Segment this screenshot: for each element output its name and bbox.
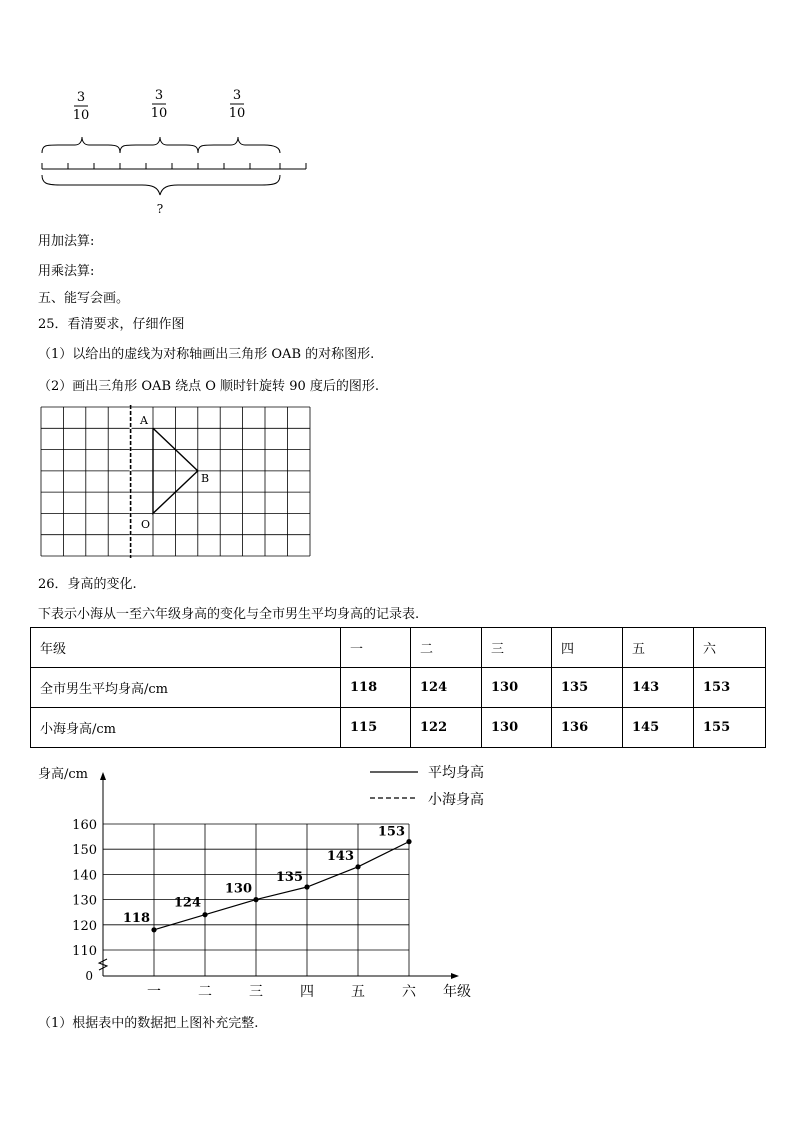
x-axis-arrow — [451, 973, 459, 979]
addition-line: 用加法算: — [38, 234, 95, 249]
question-25-title: 25．看清要求，仔细作图 — [38, 317, 185, 332]
question-26-description: 下表示小海从一至六年级身高的变化与全市男生平均身高的记录表. — [38, 607, 420, 622]
table-cell: 136 — [552, 708, 623, 748]
label-o: O — [141, 518, 151, 531]
x-tick-label: 二 — [198, 984, 212, 1000]
number-line-diagram — [30, 85, 320, 220]
table-cell: 130 — [482, 668, 552, 708]
table-cell: 145 — [623, 708, 694, 748]
table-cell: 130 — [482, 708, 552, 748]
table-row-label: 小海身高/cm — [31, 708, 341, 748]
y-axis-label: 身高/cm — [38, 767, 88, 782]
table-cell: 143 — [623, 668, 694, 708]
x-tick-label: 五 — [351, 984, 365, 1000]
x-tick-label: 六 — [402, 984, 416, 1000]
y-tick-label: 110 — [72, 944, 97, 959]
data-point — [151, 927, 156, 932]
series-line-average — [154, 842, 409, 930]
data-label: 118 — [122, 910, 150, 926]
number-line-ticks — [42, 163, 306, 169]
label-b: B — [201, 472, 210, 485]
table-header-cell: 四 — [552, 628, 623, 668]
multiplication-line: 用乘法算: — [38, 264, 95, 279]
fraction-2-denominator: 10 — [150, 106, 168, 121]
axis-break — [99, 959, 107, 970]
data-label: 153 — [377, 824, 405, 840]
fraction-2-numerator: 3 — [154, 88, 164, 103]
data-point — [202, 912, 207, 917]
y-tick-label: 0 — [85, 969, 93, 983]
data-label: 143 — [326, 848, 354, 864]
table-cell: 115 — [341, 708, 411, 748]
y-tick-label: 120 — [72, 918, 97, 934]
y-tick-label: 130 — [72, 893, 97, 909]
y-axis-arrow — [100, 772, 106, 780]
y-tick-label: 140 — [72, 868, 97, 884]
bottom-brace — [42, 175, 280, 195]
question-26-part1: （1）根据表中的数据把上图补充完整. — [38, 1016, 259, 1031]
top-brace-3 — [198, 137, 280, 153]
top-brace-2 — [120, 137, 198, 153]
data-label: 130 — [224, 881, 252, 897]
grid-lines — [41, 407, 310, 556]
data-point — [304, 884, 309, 889]
top-brace-1 — [42, 137, 120, 153]
table-header-cell: 一 — [341, 628, 411, 668]
label-a: A — [140, 414, 148, 427]
x-tick-label: 四 — [300, 984, 314, 1000]
fraction-1-denominator: 10 — [72, 108, 90, 123]
height-record-table — [30, 627, 766, 748]
section-five-heading: 五、能写会画。 — [38, 291, 130, 306]
table-header-cell: 三 — [482, 628, 552, 668]
fraction-1-numerator: 3 — [76, 90, 86, 105]
table-header-cell: 五 — [623, 628, 694, 668]
table-row — [31, 708, 766, 748]
data-point — [355, 864, 360, 869]
table-cell: 135 — [552, 668, 623, 708]
question-25-part1: （1）以给出的虚线为对称轴画出三角形 OAB 的对称图形. — [38, 347, 375, 362]
table-cell: 153 — [694, 668, 766, 708]
table-cell: 122 — [411, 708, 482, 748]
table-header-row — [31, 628, 766, 668]
fraction-3-numerator: 3 — [232, 88, 242, 103]
table-row — [31, 668, 766, 708]
x-axis-label: 年级 — [443, 984, 471, 1000]
data-point — [406, 839, 411, 844]
x-tick-label: 三 — [249, 984, 263, 1000]
data-point — [253, 897, 258, 902]
table-row-label: 全市男生平均身高/cm — [31, 668, 341, 708]
data-label: 135 — [275, 870, 303, 885]
fraction-3-denominator: 10 — [228, 106, 246, 121]
y-tick-label: 160 — [72, 818, 97, 833]
legend-label-average: 平均身高 — [428, 765, 484, 781]
table-cell: 155 — [694, 708, 766, 748]
x-tick-label: 一 — [147, 984, 161, 1000]
question-25-part2: （2）画出三角形 OAB 绕点 O 顺时针旋转 90 度后的图形. — [38, 379, 379, 394]
table-header-cell: 年级 — [31, 628, 341, 668]
table-header-cell: 二 — [411, 628, 482, 668]
table-header-cell: 六 — [694, 628, 766, 668]
height-line-chart — [30, 760, 500, 1005]
y-tick-label: 150 — [72, 843, 97, 859]
question-26-title: 26．身高的变化. — [38, 577, 137, 592]
grid-figure — [35, 400, 315, 562]
table-cell: 124 — [411, 668, 482, 708]
question-mark: ? — [156, 202, 164, 216]
data-label: 124 — [173, 895, 201, 911]
table-cell: 118 — [341, 668, 411, 708]
legend-label-xiaohai: 小海身高 — [428, 792, 484, 808]
